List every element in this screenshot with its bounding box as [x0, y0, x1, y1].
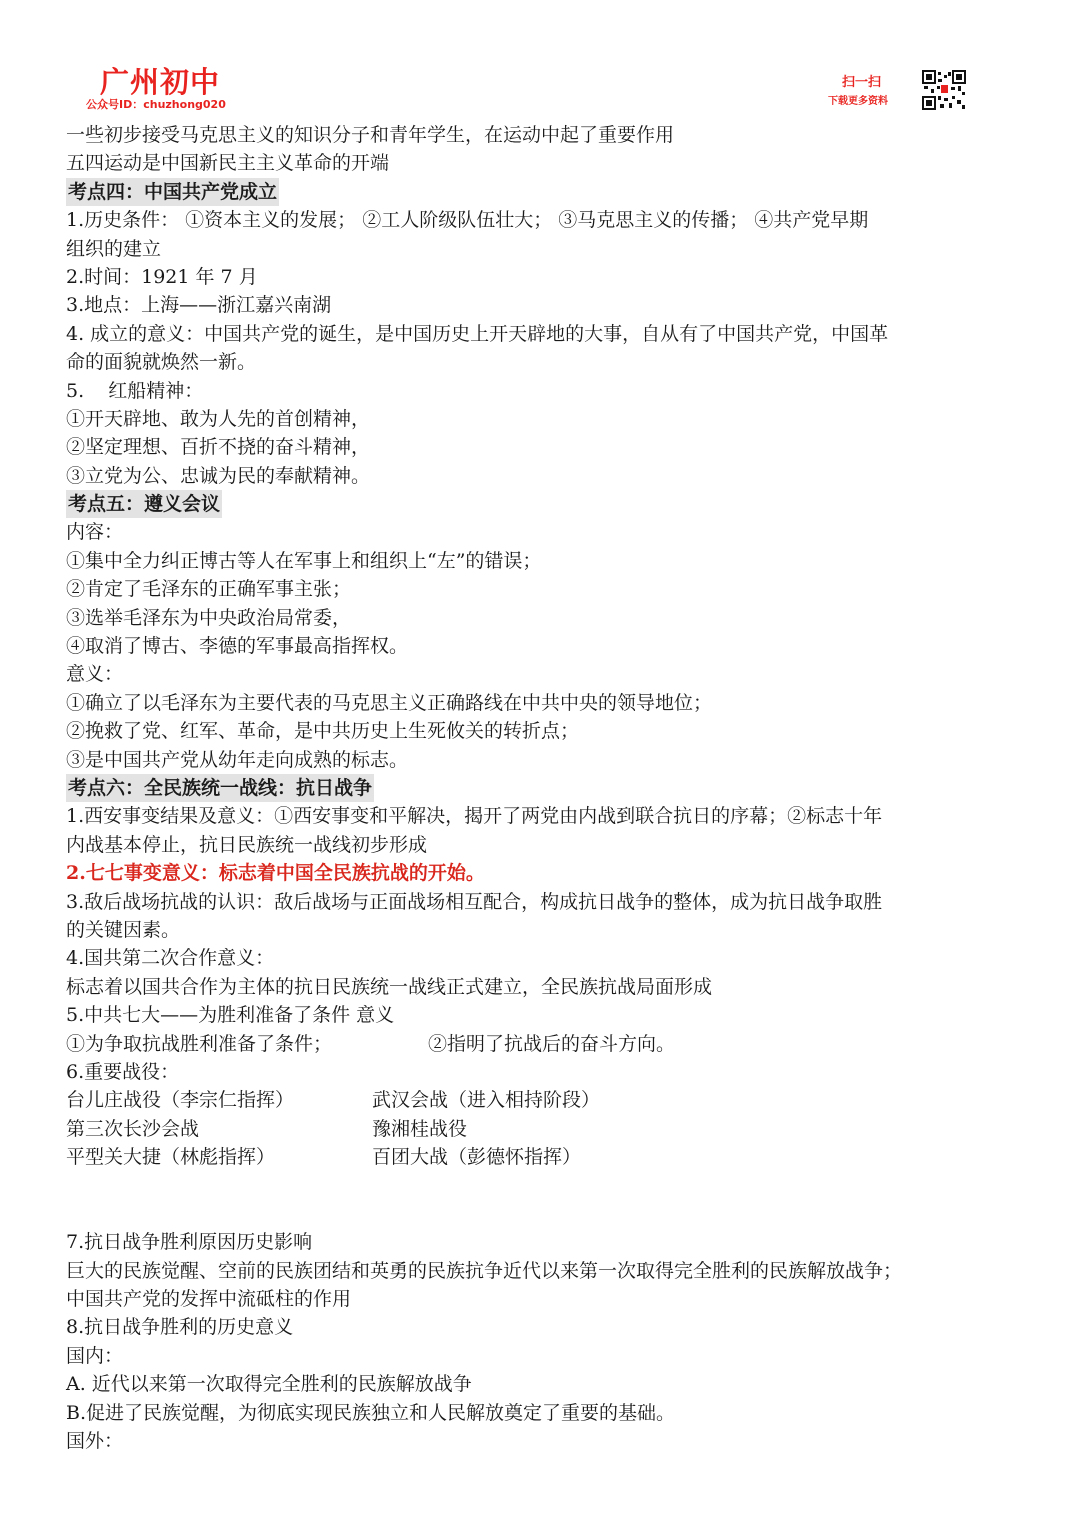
s6-point-8: 8.抗日战争胜利的历史意义	[66, 1316, 294, 1339]
s5-meaning-2: ②挽救了党、红军、革命，是中共历史上生死攸关的转折点；	[66, 720, 580, 743]
page-header	[0, 0, 1080, 124]
s6-point-7-cont: 巨大的民族觉醒、空前的民族团结和英勇的民族抗争近代以来第一次取得完全胜利的民族解放战争；	[66, 1259, 903, 1282]
study-notes	[66, 121, 1026, 1455]
s6-point-5-item-1: ①为争取抗战胜利准备了条件；	[66, 1032, 333, 1055]
battle-row	[66, 1115, 1026, 1143]
battle-name: 豫湘桂战役	[372, 1117, 468, 1140]
section-heading-5: 考点五：遵义会议	[66, 490, 222, 518]
domestic-a: A. 近代以来第一次取得完全胜利的民族解放战争	[66, 1373, 472, 1396]
s5-meaning-label: 意义：	[66, 663, 124, 686]
s6-point-2-highlight: 2.七七事变意义：标志着中国全民族抗战的开始。	[66, 862, 485, 885]
spacer	[66, 1171, 1026, 1228]
foreign-label: 国外：	[66, 1429, 124, 1452]
battle-name: 第三次长沙会战	[66, 1117, 200, 1140]
battle-name: 平型关大捷（林彪指挥）	[66, 1146, 276, 1169]
intro-line-1: 一些初步接受马克思主义的知识分子和青年学生，在运动中起了重要作用	[66, 124, 675, 146]
s4-point-1: 1.历史条件： ①资本主义的发展； ②工人阶级队伍壮大； ③马克思主义的传播； ④共产党早期	[66, 209, 869, 232]
battle-name: 武汉会战（进入相持阶段）	[372, 1089, 601, 1112]
s4-point-5: 5. 红船精神：	[66, 379, 204, 402]
s6-point-1: 1.西安事变结果及意义：①西安事变和平解决，揭开了两党由内战到联合抗日的序幕；②标志十年	[66, 805, 883, 828]
s6-point-5: 5.中共七大——为胜利准备了条件 意义	[66, 1004, 395, 1027]
brand-logo: 广州初中	[100, 65, 221, 99]
s4-spirit-2: ②坚定理想、百折不挠的奋斗精神，	[66, 436, 371, 459]
s6-point-4-cont: 标志着以国共合作为主体的抗日民族统一战线正式建立，全民族抗战局面形成	[66, 975, 713, 998]
s4-point-3: 3.地点：上海——浙江嘉兴南湖	[66, 294, 332, 317]
s5-meaning-1: ①确立了以毛泽东为主要代表的马克思主义正确路线在中共中央的领导地位；	[66, 691, 713, 714]
s6-point-4: 4.国共第二次合作意义：	[66, 947, 275, 970]
s4-point-4-cont: 命的面貌就焕然一新。	[66, 351, 257, 374]
s6-point-1-cont: 内战基本停止，抗日民族统一战线初步形成	[66, 833, 428, 856]
s6-point-7-cont-2: 中国共产党的发挥中流砥柱的作用	[66, 1288, 352, 1311]
s5-content-3: ③选举毛泽东为中央政治局常委，	[66, 606, 352, 629]
s4-point-2: 2.时间：1921 年 7 月	[66, 265, 258, 288]
domestic-b: B.促进了民族觉醒，为彻底实现民族独立和人民解放奠定了重要的基础。	[66, 1401, 676, 1424]
battle-name: 百团大战（彭德怀指挥）	[372, 1146, 582, 1169]
s4-point-1-cont: 组织的建立	[66, 237, 162, 260]
s5-content-2: ②肯定了毛泽东的正确军事主张；	[66, 578, 352, 601]
account-id: 公众号ID：chuzhong020	[86, 98, 226, 111]
s5-content-1: ①集中全力纠正博古等人在军事上和组织上“左”的错误；	[66, 549, 542, 572]
s6-point-5-cont	[66, 1030, 1026, 1058]
s4-spirit-1: ①开天辟地、敢为人先的首创精神，	[66, 407, 371, 430]
scan-prompt: 扫一扫	[842, 75, 882, 90]
battle-name: 台儿庄战役（李宗仁指挥）	[66, 1089, 295, 1112]
s5-content-4: ④取消了博古、李德的军事最高指挥权。	[66, 635, 409, 658]
s6-point-6: 6.重要战役：	[66, 1060, 180, 1083]
s5-content-label: 内容：	[66, 521, 124, 544]
battle-row	[66, 1143, 1026, 1171]
s4-point-4: 4. 成立的意义：中国共产党的诞生，是中国历史上开天辟地的大事，自从有了中国共产党，中国革	[66, 322, 889, 345]
s4-spirit-3: ③立党为公、忠诚为民的奉献精神。	[66, 464, 371, 487]
battle-row	[66, 1086, 1026, 1114]
qr-code-icon[interactable]	[922, 70, 966, 110]
s5-meaning-3: ③是中国共产党从幼年走向成熟的标志。	[66, 748, 409, 771]
s6-point-5-item-2: ②指明了抗战后的奋斗方向。	[428, 1032, 676, 1055]
section-heading-4: 考点四：中国共产党成立	[66, 178, 279, 206]
intro-line-2: 五四运动是中国新民主主义革命的开端	[66, 152, 390, 175]
s6-point-3-cont: 的关键因素。	[66, 918, 181, 941]
s6-point-3: 3.敌后战场抗战的认识：敌后战场与正面战场相互配合，构成抗日战争的整体，成为抗日战争取胜	[66, 890, 883, 913]
section-heading-6: 考点六：全民族统一战线：抗日战争	[66, 774, 374, 802]
download-more-label: 下载更多资料	[828, 96, 888, 107]
domestic-label: 国内：	[66, 1344, 124, 1367]
s6-point-7: 7.抗日战争胜利原因历史影响	[66, 1231, 313, 1254]
